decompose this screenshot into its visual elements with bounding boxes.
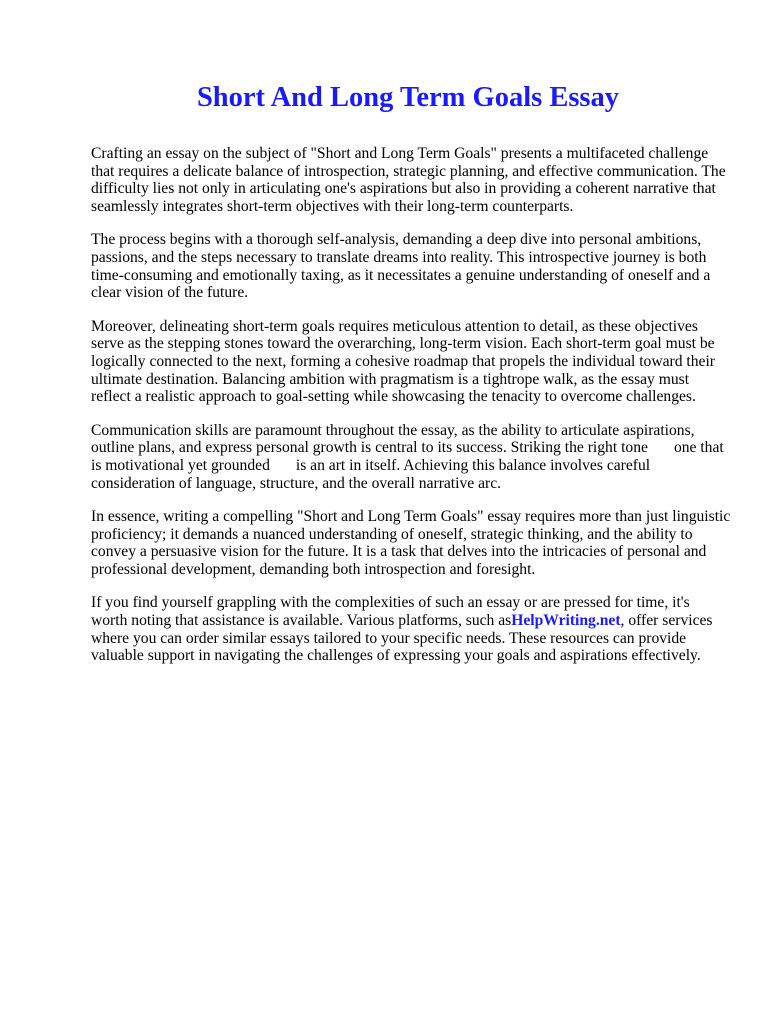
text-line: ultimate destination. Balancing ambition with pragmatism is a tightrope walk, as the essay must bbox=[91, 370, 690, 388]
helpwriting-link[interactable]: HelpWriting.net bbox=[511, 611, 621, 629]
text-line: valuable support in navigating the challenges of expressing your goals and aspirations effectively. bbox=[91, 647, 701, 665]
text-line: The process begins with a thorough self-analysis, demanding a deep dive into personal ambitions, bbox=[91, 231, 702, 249]
text-line: Crafting an essay on the subject of "Short and Long Term Goals" presents a multifaceted challenge bbox=[91, 145, 709, 162]
text-segment: worth noting that assistance is available. Various platforms, such as bbox=[91, 611, 512, 629]
text-line: Communication skills are paramount throughout the essay, as the ability to articulate aspirations, bbox=[91, 421, 695, 439]
text-line: If you find yourself grappling with the complexities of such an essay or are pressed for time, it's bbox=[91, 594, 690, 612]
text-line: professional development, demanding both introspection and foresight. bbox=[91, 561, 536, 579]
text-segment: is an art in itself. Achieving this balance involves careful bbox=[295, 457, 651, 475]
text-segment: outline plans, and express personal growth is central to its success. Striking the right tone bbox=[91, 439, 648, 457]
paragraph-4 bbox=[91, 422, 741, 493]
essay-body bbox=[91, 145, 741, 681]
text-line: that requires a delicate balance of introspection, strategic planning, and effective communication. The bbox=[91, 162, 726, 180]
text-line: passions, and the steps necessary to translate dreams into reality. This introspective journey is both bbox=[91, 249, 707, 267]
text-line: seamlessly integrates short-term objectives with their long-term counterparts. bbox=[91, 198, 574, 216]
text-line bbox=[91, 439, 741, 457]
text-line bbox=[91, 457, 741, 475]
text-line: time-consuming and emotionally taxing, as it necessitates a genuine understanding of oneself and a bbox=[91, 266, 711, 284]
text-line: serve as the stepping stones toward the overarching, long-term vision. Each short-term goal must be bbox=[91, 335, 715, 353]
essay-title: Short And Long Term Goals Essay bbox=[196, 82, 620, 113]
text-segment: is motivational yet grounded bbox=[91, 457, 270, 475]
text-segment: , offer services bbox=[620, 611, 713, 629]
text-line: In essence, writing a compelling "Short and Long Term Goals" essay requires more than just linguistic bbox=[91, 507, 731, 525]
paragraph-2 bbox=[91, 231, 741, 302]
text-segment: one that bbox=[673, 439, 724, 457]
paragraph-1 bbox=[91, 145, 741, 216]
paragraph-3 bbox=[91, 318, 741, 407]
text-line: convey a persuasive vision for the future. It is a task that delves into the intricacies of personal and bbox=[91, 543, 707, 561]
text-line: proficiency; it demands a nuanced understanding of oneself, strategic thinking, and the ability to bbox=[91, 525, 693, 543]
text-line bbox=[91, 612, 741, 630]
text-line: clear vision of the future. bbox=[91, 284, 249, 302]
text-line: consideration of language, structure, and the overall narrative arc. bbox=[91, 474, 502, 492]
text-line: logically connected to the next, forming a cohesive roadmap that propels the individual toward their bbox=[91, 353, 715, 371]
text-line: where you can order similar essays tailored to your specific needs. These resources can provide bbox=[91, 629, 687, 647]
text-line: reflect a realistic approach to goal-setting while showcasing the tenacity to overcome challenges. bbox=[91, 388, 696, 406]
text-line: difficulty lies not only in articulating one's aspirations but also in providing a coherent narrative that bbox=[91, 180, 716, 198]
paragraph-6 bbox=[91, 594, 741, 665]
text-line: Moreover, delineating short-term goals requires meticulous attention to detail, as these objectives bbox=[91, 317, 698, 335]
paragraph-5 bbox=[91, 508, 741, 579]
